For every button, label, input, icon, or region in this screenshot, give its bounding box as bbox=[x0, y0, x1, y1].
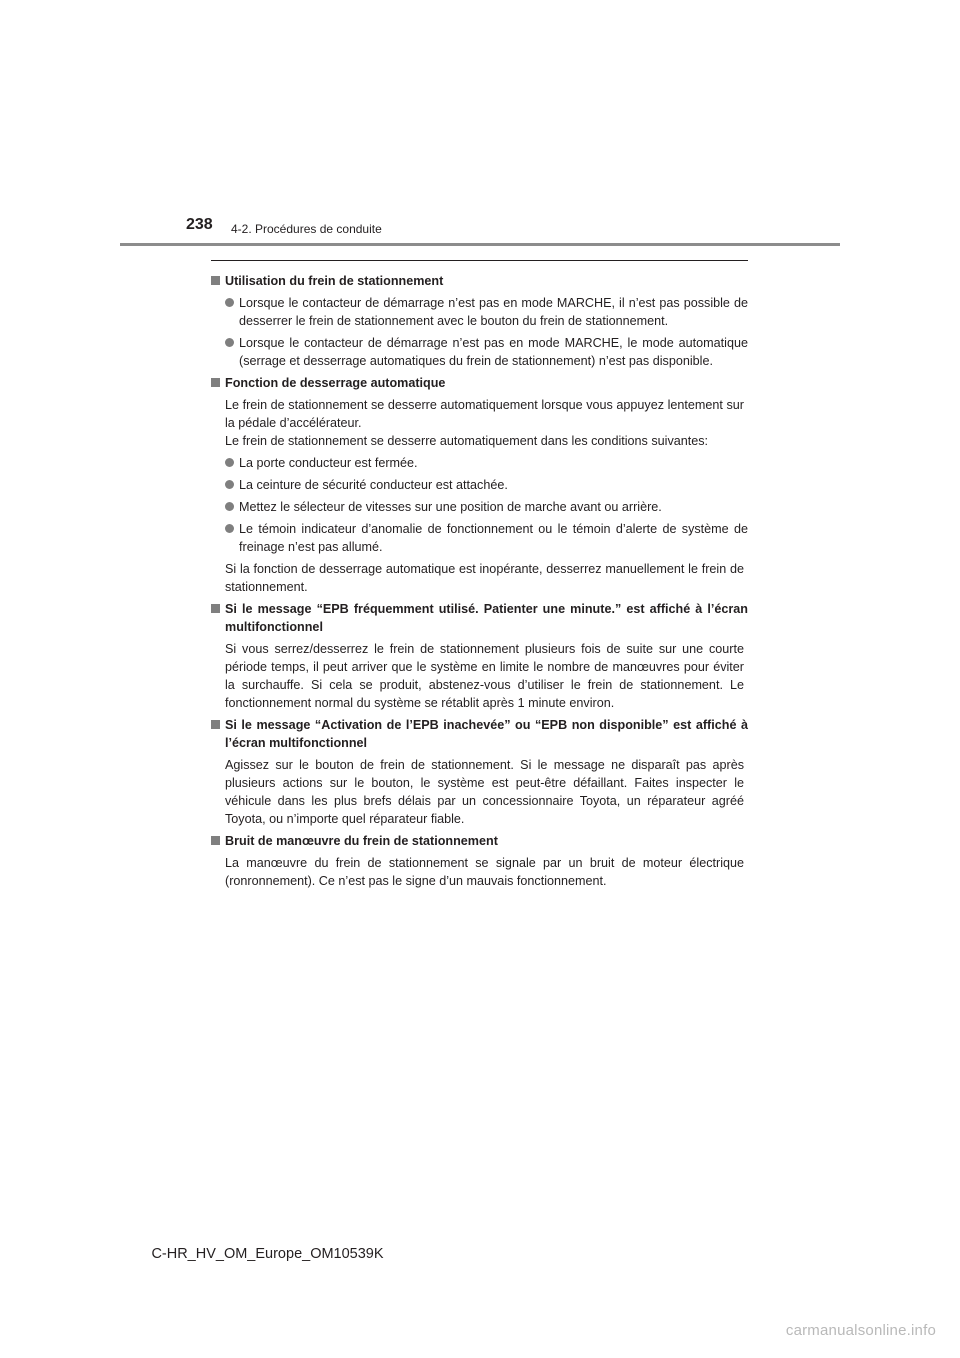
square-bullet-icon bbox=[211, 604, 220, 613]
document-code: C-HR_HV_OM_Europe_OM10539K bbox=[151, 1246, 384, 1262]
list-item: La ceinture de sécurité conducteur est attachée. bbox=[211, 476, 748, 494]
page-number: 238 bbox=[186, 216, 213, 233]
content-divider bbox=[211, 260, 748, 261]
square-bullet-icon bbox=[211, 378, 220, 387]
square-bullet-icon bbox=[211, 720, 220, 729]
section-title: 4-2. Procédures de conduite bbox=[231, 222, 382, 236]
list-item: Mettez le sélecteur de vitesses sur une position de marche avant ou arrière. bbox=[211, 498, 748, 516]
circle-bullet-icon bbox=[225, 480, 234, 489]
circle-bullet-icon bbox=[225, 298, 234, 307]
content-area bbox=[211, 268, 748, 890]
paragraph: Agissez sur le bouton de frein de stationnement. Si le message ne disparaît pas après plusieurs actions sur le bouton, le système est peut-être défaillant. Faites inspecter le véhicule dans les plus brefs délais par un concessionnaire Toyota, un réparateur agréé Toyota, ou n’importe quel réparateur fiable. bbox=[225, 758, 744, 826]
paragraph: Si vous serrez/desserrez le frein de stationnement plusieurs fois de suite sur une courte période temps, il peut arriver que le système en limite le nombre de manœuvres pour éviter la surchauffe. Si cela se produit, abstenez-vous d’utiliser le frein de stationnement. Le fonctionnement normal du système se rétablit après 1 minute environ. bbox=[225, 642, 744, 710]
header-divider bbox=[120, 243, 840, 246]
square-bullet-icon bbox=[211, 276, 220, 285]
section-heading-epb-frequent: Si le message “EPB fréquemment utilisé. Patienter une minute.” est affiché à l’écran multifonctionnel bbox=[211, 600, 748, 636]
circle-bullet-icon bbox=[225, 524, 234, 533]
paragraph: La manœuvre du frein de stationnement se signale par un bruit de moteur électrique (ronronnement). Ce n’est pas le signe d’un mauvais fonctionnement. bbox=[225, 856, 744, 888]
section-heading-operation-noise: Bruit de manœuvre du frein de stationnement bbox=[211, 832, 748, 850]
list-item: La porte conducteur est fermée. bbox=[211, 454, 748, 472]
circle-bullet-icon bbox=[225, 458, 234, 467]
list-item: Le témoin indicateur d’anomalie de fonctionnement ou le témoin d’alerte de système de freinage n’est pas allumé. bbox=[211, 520, 748, 556]
list-item: Lorsque le contacteur de démarrage n’est pas en mode MARCHE, il n’est pas possible de desserrer le frein de stationnement avec le bouton du frein de stationnement. bbox=[211, 294, 748, 330]
paragraph: Le frein de stationnement se desserre automatiquement lorsque vous appuyez lentement sur la pédale d’accélérateur. Le frein de stationnement se desserre automatiquement dans les conditions suivantes: bbox=[225, 398, 744, 448]
square-bullet-icon bbox=[211, 836, 220, 845]
paragraph: Si la fonction de desserrage automatique est inopérante, desserrez manuellement le frein de stationnement. bbox=[225, 562, 744, 594]
section-heading-auto-release: Fonction de desserrage automatique bbox=[211, 374, 748, 392]
circle-bullet-icon bbox=[225, 502, 234, 511]
section-heading-parking-brake-use: Utilisation du frein de stationnement bbox=[211, 272, 748, 290]
watermark: carmanualsonline.info bbox=[785, 1322, 936, 1339]
list-item: Lorsque le contacteur de démarrage n’est pas en mode MARCHE, le mode automatique (serrage et desserrage automatiques du frein de stationnement) n’est pas disponible. bbox=[211, 334, 748, 370]
circle-bullet-icon bbox=[225, 338, 234, 347]
section-heading-epb-unavailable: Si le message “Activation de l’EPB inachevée” ou “EPB non disponible” est affiché à l’écran multifonctionnel bbox=[211, 716, 748, 752]
